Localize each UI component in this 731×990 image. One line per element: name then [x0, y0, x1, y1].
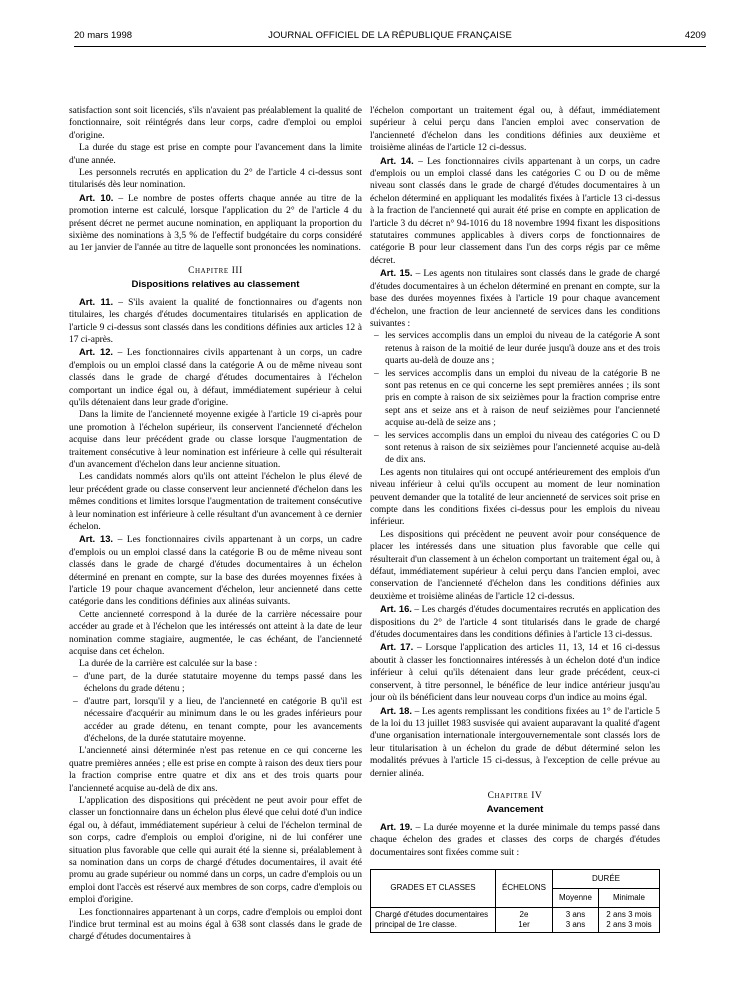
- paragraph: Les dispositions qui précèdent ne peuvent avoir pour conséquence de placer les intéressés dans une situation plus favorable que celle qui résulterait d'un classement à un échelon comportant un traitement égal ou, à défaut, immédiatement supérieur à celui perçu dans l'ancien emploi, avec conservation de l'ancienneté d'échelon dans les conditions définies aux deuxième et troisième alinéas de l'article 12 ci-dessus.: [370, 529, 660, 602]
- left-column: [69, 105, 362, 944]
- article-14: [370, 155, 660, 268]
- article-label: Art. 15.: [380, 267, 413, 279]
- header-page-number: 4209: [684, 30, 706, 41]
- article-12: [69, 346, 362, 409]
- article-label: Art. 17.: [380, 641, 414, 653]
- article-text: – La durée moyenne et la durée minimale du temps passé dans chaque échelon des grades et classes des corps de chargés d'études documentaires sont fixées comme suit :: [370, 822, 660, 858]
- article-15: [370, 267, 660, 330]
- cell-value: 2 ans 3 mois: [606, 909, 652, 919]
- list-item: – les services accomplis dans un emploi du niveau des catégories C ou D sont retenus à raison de six seizièmes pour l'ancienneté acquise au-delà de dix ans.: [370, 430, 660, 467]
- table-cell: Chargé d'études documentaires principal de 1re classe.: [371, 907, 496, 932]
- paragraph: Les agents non titulaires qui ont occupé antérieurement des emplois d'un niveau inférieur à celui qu'ils occupent au moment de leur nomination peuvent demander que la totalité de leur ancienneté de services soit prise en compte dans les conditions fixées ci-dessus pour les emplois du niveau inférieur.: [370, 467, 660, 528]
- chapter-title: Chapitre III: [188, 265, 243, 276]
- header-date: 20 mars 1998: [74, 30, 133, 41]
- article-text: – Les fonctionnaires civils appartenant à un corps, un cadre d'emplois ou un emploi classé dans la catégorie B ou de même niveau sont classés dans le grade de chargé d'études documentaires à un échelon déterminé en prenant en compte, sur la base des durées moyennes fixées à l'article 19 pour chaque avancement d'échelon, leur ancienneté dans cette catégorie dans les conditions définies aux alinéas suivants.: [69, 535, 362, 608]
- article-text: – Les chargés d'études documentaires recrutés en application des dispositions du 2° de l'article 4 sont titularisés dans le grade de chargé d'études documentaires dans les conditions définies à l'article 13 ci-dessus.: [370, 605, 660, 641]
- list-item: – d'une part, de la durée statutaire moyenne du temps passé dans les échelons du grade détenu ;: [69, 671, 362, 696]
- column-header: Minimale: [598, 888, 659, 907]
- dash-list: [69, 671, 362, 745]
- paragraph: La durée du stage est prise en compte pour l'avancement dans la limite d'une année.: [69, 143, 362, 166]
- right-column: [370, 105, 660, 933]
- article-13: [69, 533, 362, 608]
- article-label: Art. 10.: [79, 191, 114, 203]
- dash-list: [370, 330, 660, 466]
- paragraph: Cette ancienneté correspond à la durée de la carrière nécessaire pour accéder au grade et à l'échelon que les intéressés ont atteint à la date de leur nomination comme stagiaire, augmentée, le cas échéant, de l'ancienneté acquise dans cet échelon.: [69, 609, 362, 658]
- chapter-subtitle: Avancement: [486, 804, 544, 816]
- list-item: – d'autre part, lorsqu'il y a lieu, de l'ancienneté en catégorie B qu'il est nécessaire d'acquérir au minimum dans le ou les grades inférieurs pour accéder au grade détenu, en tenant compte, pour les avancements d'échelons, de la durée statutaire moyenne.: [69, 696, 362, 746]
- paragraph: Les fonctionnaires appartenant à un corps, cadre d'emplois ou emploi dont l'indice brut terminal est au moins égal à 638 sont classés dans le grade de chargé d'études documentaires à: [69, 907, 362, 943]
- article-label: Art. 14.: [380, 154, 414, 166]
- table-cell: [598, 907, 659, 932]
- table-header-row: [371, 869, 660, 888]
- table-cell: [496, 907, 553, 932]
- header-rule: [74, 46, 706, 47]
- article-text: – Les agents non titulaires sont classés dans le grade de chargé d'études documentaires à un échelon déterminé en prenant en compte, sur la base des durées moyennes fixées à l'article 19 pour chaque avancement d'échelon, une fraction de leur ancienneté de services dans les conditions suivantes :: [370, 269, 660, 329]
- article-label: Art. 13.: [79, 533, 114, 545]
- paragraph: L'ancienneté ainsi déterminée n'est pas retenue en ce qui concerne les quatre premières années ; elle est prise en compte à raison des deux tiers pour la fraction comprise entre quatre et dix ans et des trois quarts pour l'ancienneté acquise au-delà de dix ans.: [69, 746, 362, 794]
- article-17: [370, 641, 660, 704]
- paragraph: satisfaction sont soit licenciés, s'ils n'avaient pas préalablement la qualité de fonctionnaire, soit réintégrés dans leur corps, cadre d'emploi ou emploi d'origine.: [69, 106, 362, 141]
- column-header: ÉCHELONS: [496, 869, 553, 907]
- chapter-subtitle: Dispositions relatives au classement: [131, 279, 300, 291]
- article-19: [370, 821, 660, 859]
- cell-value: 2e: [519, 909, 529, 919]
- article-text: – Lorsque l'application des articles 11, 13, 14 et 16 ci-dessus aboutit à classer les fonctionnaires intéressés à un échelon doté d'un indice inférieur à celui qu'ils détenaient dans leur grade précédent, ceux-ci conservent, à titre personnel, le bénéfice de leur indice antérieur jusqu'au jour où ils bénéficient dans leur nouveau corps d'un indice au moins égal.: [370, 643, 660, 704]
- table-cell: [553, 907, 599, 932]
- article-text: – S'ils avaient la qualité de fonctionnaires ou d'agents non titulaires, les chargés d'études documentaires titularisés en application de l'article 9 ci-dessus sont classés dans les conditions définies aux articles 12 à 17 ci-après.: [69, 297, 363, 345]
- article-text: – Les agents remplissant les conditions fixées au 1° de l'article 5 de la loi du 13 juillet 1983 susvisée qui avaient auparavant la qualité d'agent d'une organisation internationale intergouvernementale sont classés lors de leur titularisation à un échelon du grade de début déterminé selon les modalités prévues à l'article 15 ci-dessus, à l'exception de celle prévue au dernier alinéa.: [370, 706, 660, 779]
- header-title: JOURNAL OFFICIEL DE LA RÉPUBLIQUE FRANÇAISE: [268, 30, 512, 41]
- paragraph: Dans la limite de l'ancienneté moyenne exigée à l'article 19 ci-après pour une promotion à l'échelon supérieur, ils conservent l'ancienneté d'échelon acquise dans leur précédent grade ou classe lorsque l'augmentation de traitement consécutive à leur nomination est inférieure à celle qui résulterait d'un avancement d'échelon dans leur ancienne situation.: [69, 410, 362, 470]
- article-18: [370, 705, 660, 780]
- paragraph: La durée de la carrière est calculée sur la base :: [79, 659, 258, 670]
- paragraph: L'application des dispositions qui précèdent ne peut avoir pour effet de classer un fonctionnaire dans un échelon plus élevé que celui doté d'un indice égal ou, à défaut, immédiatement supérieur à celui de l'échelon terminal de son corps, cadre d'emplois ou emploi d'origine, ni de lui conférer une situation plus favorable que celle qui aurait été la sienne si, préalablement à sa nomination dans un corps de chargé d'études documentaires, il avait été promu au grade supérieur ou nommé dans un corps, un cadre d'emplois ou un emploi dont l'accès est réservé aux membres de son corps, cadre d'emplois ou emploi d'origine.: [69, 795, 362, 906]
- article-text: – Les fonctionnaires civils appartenant à un corps, un cadre d'emplois ou un emploi classé dans la catégorie A ou de même niveau sont classés dans le grade de chargé d'études documentaires à l'échelon comportant un indice égal ou, à défaut, immédiatement supérieur à celui qu'ils détenaient dans leur grade d'origine.: [69, 348, 362, 408]
- article-16: [370, 603, 660, 641]
- article-label: Art. 11.: [79, 295, 114, 307]
- article-label: Art. 18.: [380, 704, 412, 716]
- cell-value: 3 ans: [565, 919, 586, 929]
- article-label: Art. 19.: [380, 820, 413, 832]
- list-item: – les services accomplis dans un emploi du niveau de la catégorie A sont retenus à raison de la moitié de leur durée jusqu'à douze ans et des trois quarts au-delà de douze ans ;: [370, 330, 660, 367]
- article-text: – Les fonctionnaires civils appartenant à un corps, un cadre d'emplois ou un emploi classé dans les catégories C ou D ou de même niveau sont classés dans le grade de chargé d'études documentaires à un échelon déterminé en appliquant les modalités fixées à l'article 13 ci-dessus à la fraction de l'ancienneté qui aurait été prise en compte en application de l'article 3 du décret n° 94-1016 du 18 novembre 1994 fixant les dispositions statutaires communes applicables à divers corps de fonctionnaires de catégorie B pour leur classement dans l'un des corps régis par ce même décret.: [370, 156, 660, 266]
- cell-value: 3 ans: [565, 909, 586, 919]
- article-10: [69, 192, 362, 255]
- cell-value: 2 ans 3 mois: [606, 919, 652, 929]
- article-label: Art. 16.: [380, 603, 412, 615]
- article-label: Art. 12.: [79, 346, 114, 358]
- table-row: [371, 907, 660, 932]
- paragraph: Les candidats nommés alors qu'ils ont atteint l'échelon le plus élevé de leur précédent grade ou classe conservent leur ancienneté d'échelon dans les mêmes conditions et limites lorsque l'augmentation de traitement consécutive à leur nomination est inférieure à celle résultant d'un avancement à ce dernier échelon.: [69, 472, 362, 532]
- article-11: [69, 296, 362, 347]
- chapter-title: Chapitre IV: [487, 790, 543, 801]
- list-item: – les services accomplis dans un emploi du niveau de la catégorie B ne sont pas retenus en ce qui concerne les sept premières années ; ils sont pris en compte à raison de six seizièmes pour la fraction comprise entre sept ans et seize ans et à raison de neuf seizièmes pour l'ancienneté acquise au-delà de seize ans ;: [370, 368, 660, 430]
- article-text: – Le nombre de postes offerts chaque année au titre de la promotion interne est calculé, lorsque l'application du 2° de l'article 4 du présent décret ne permet aucune nomination, en appliquant la proportion du sixième des nominations à 3,5 % de l'effectif budgétaire du corps considéré au 1er janvier de l'année au titre de laquelle sont prononcées les nominations.: [69, 193, 362, 254]
- paragraph: l'échelon comportant un traitement égal ou, à défaut, immédiatement supérieur à celui perçu dans l'ancien emploi avec conservation de l'ancienneté d'échelon dans les conditions définies aux deuxième et troisième alinéas de l'article 12 ci-dessus.: [370, 106, 660, 154]
- page-header: [74, 30, 706, 44]
- column-header: DURÉE: [553, 869, 660, 888]
- column-header: Moyenne: [553, 888, 599, 907]
- durations-table: [370, 869, 660, 933]
- column-header: GRADES ET CLASSES: [371, 869, 496, 907]
- cell-value: 1er: [518, 919, 530, 929]
- paragraph: Les personnels recrutés en application du 2° de l'article 4 ci-dessus sont titularisés dès leur nomination.: [69, 168, 362, 191]
